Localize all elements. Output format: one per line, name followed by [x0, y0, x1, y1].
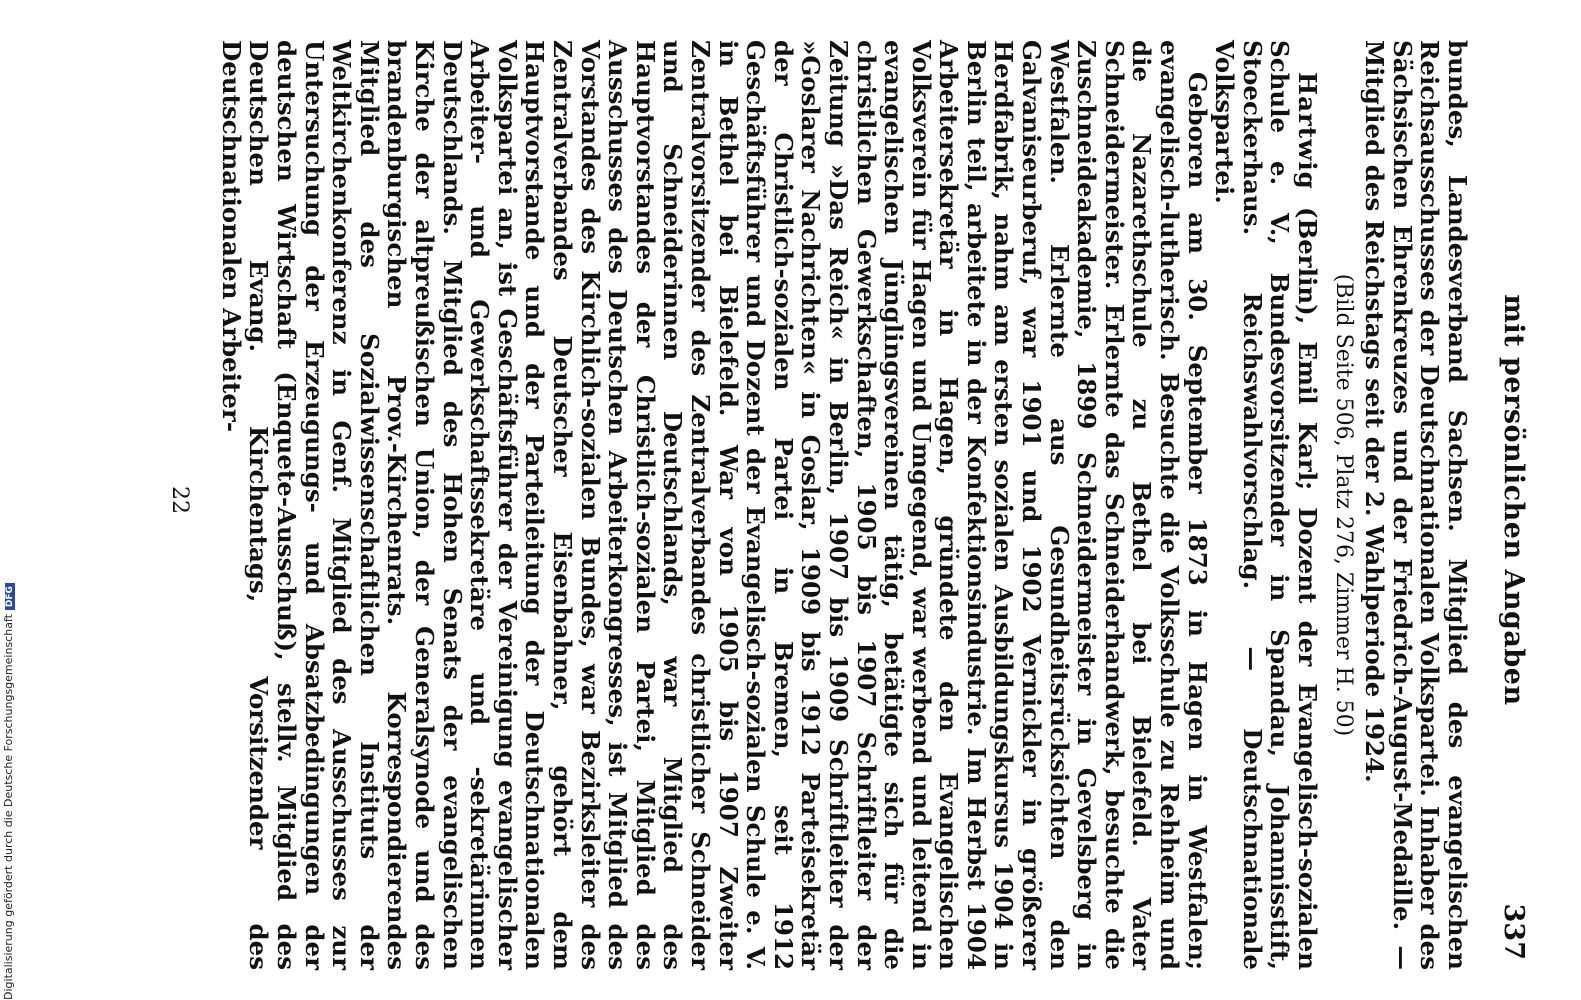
dfg-logo: DFG — [5, 583, 15, 610]
page-number: 337 — [1498, 903, 1529, 960]
rotated-page — [105, 0, 1535, 1000]
footer-number: 22 — [167, 486, 192, 514]
side-note — [2, 20, 15, 1000]
digitization-note: Digitalisierung gefördert durch die Deutsche Forschungsgemeinschaft — [2, 614, 15, 1000]
page-body — [217, 40, 1471, 970]
page-header — [1485, 40, 1535, 960]
person-affiliation: (Berlin), Emil Karl; Dozent der Evangelisch-sozialen Schule e. V., Bundesvorsitzender in Spandau, Johannisstift, Stoeckerhaus. Reichswahlvorschlag. — Deutschnationale Volkspartei. — [1210, 40, 1323, 970]
header-title: mit persönlichen Angaben — [1498, 294, 1529, 706]
person-name: Hartwig — [1293, 72, 1323, 190]
paragraph-continuation: bundes, Landesverband Sachsen. Mitglied des evangelischen Reichsausschusses der Deutschnationalen Volkspartei. Inhaber des Sächsischen Ehrenkreuzes und der Friedrich-August-Medaille. — Mitglied des Reichstags seit der 2. Wahlperiode 1924. — [1360, 40, 1472, 970]
picture-reference: (Bild Seite 506, Platz 276, Zimmer H. 50) — [1330, 273, 1356, 737]
biography-heading-paragraph — [1211, 40, 1321, 970]
biography-paragraph: Geboren am 30. September 1873 in Hagen in Westfalen; evangelisch-lutherisch. Besuchte die Volksschule zu Rehheim und die Nazarethschule zu Bethel bei Bielefeld. Vater Schneidermeister. Erlernte das Schneiderhandwerk, besuchte die Zuschneideakademie, 1899 Schneidermeister in Gevelsberg in Westfalen. Erlernte aus Gesundheitsrücksichten den Galvaniseurberuf, war 1901 und 1902 Vernickler in größerer Herdfabrik, nahm am ersten sozialen Ausbildungskursus 1904 in Berlin teil, arbeitete in der Konfektionsindustrie. Im Herbst 1904 Arbeitersekretär in Hagen, gründete den Evangelischen Volksverein für Hagen und Umgegend, war werbend und leitend in evangelischen Jünglingsvereinen tätig, betätigte sich für die christlichen Gewerkschaften, 1905 bis 1907 Schriftleiter der Zeitung »Das Reich« in Berlin, 1907 bis 1909 Schriftleiter der »Goslarer Nachrichten« in Goslar, 1909 bis 1912 Parteisekretär der Christlich-sozialen Partei in Bremen, seit 1912 Geschäftsführer und Dozent der Evangelisch-sozialen Schule e. V. in Bethel bei Bielefeld. War von 1905 bis 1907 Zweiter Zentralvorsitzender des Zentralverbandes christlicher Schneider und Schneiderinnen Deutschlands, war Mitglied des Hauptvorstandes der Christlich-sozialen Partei, Mitglied des Ausschusses des Deutschen Arbeiterkongresses, ist Mitglied des Vorstandes des Kirchlich-sozialen Bundes, war Bezirksleiter des Zentralverbandes Deutscher Eisenbahner, gehört dem Hauptvorstande und der Parteileitung der Deutschnationalen Volkspartei an, ist Geschäftsführer der Vereinigung evangelischer Arbeiter- und Gewerkschaftssekretäre und -sekretärinnen Deutschlands. Mitglied des Hohen Senats der evangelischen Kirche der altpreußischen Union, der Generalsynode und des brandenburgischen Prov.-Kirchenrats. Korrespondierendes Mitglied des Sozialwissenschaftlichen Instituts der Weltkirchenkonferenz in Genf. Mitglied des Ausschusses zur Untersuchung der Erzeugungs- und Absatzbedingungen der deutschen Wirtschaft (Enquete-Ausschuß), stellv. Mitglied des Deutschen Evang. Kirchentags, Vorsitzender des Deutschnationalen Arbeiter- — [216, 40, 1212, 970]
